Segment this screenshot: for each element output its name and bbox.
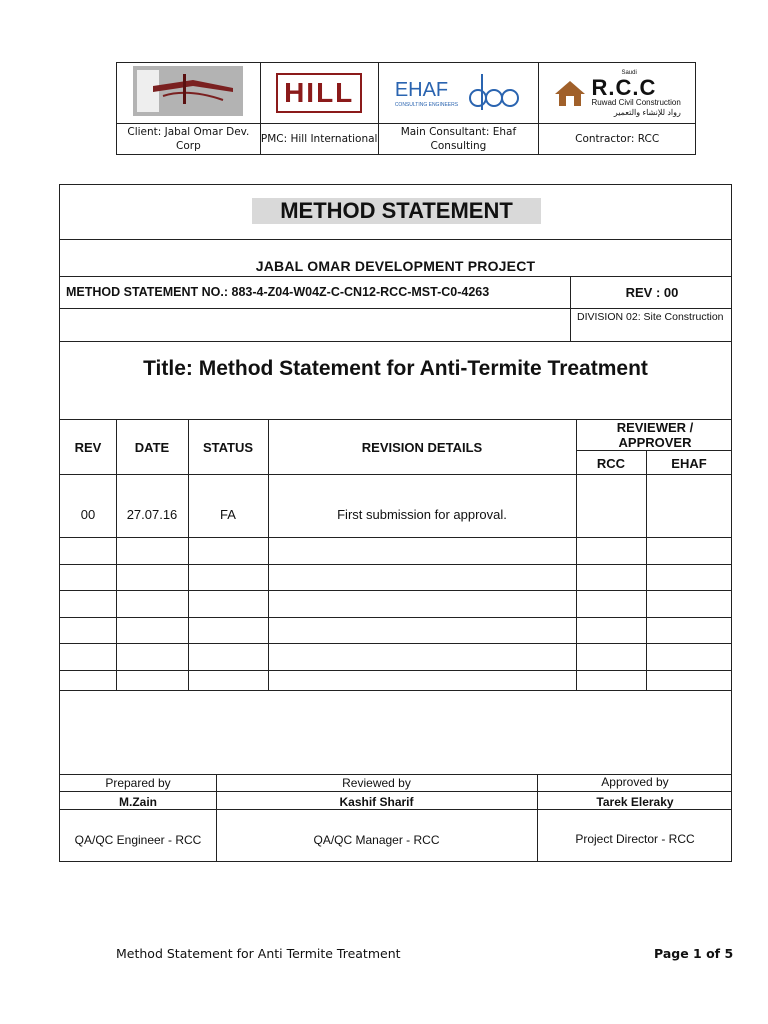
ehaf-emblem-icon xyxy=(464,70,522,116)
divider xyxy=(60,617,731,618)
rcc-logo-arabic: رواد للإنشاء والتعمير xyxy=(613,108,681,117)
divider xyxy=(60,590,731,591)
hill-logo-text: HILL xyxy=(284,77,355,108)
method-statement-number: METHOD STATEMENT NO.: 883-4-Z04-W04Z-C-CN12-RCC-MST-C0-4263 xyxy=(66,285,490,299)
rcc-logo xyxy=(539,63,696,124)
method-statement-sheet xyxy=(59,184,732,862)
approved-by-name: Tarek Eleraky xyxy=(596,795,674,809)
ehaf-logo xyxy=(378,63,539,124)
row-details: First submission for approval. xyxy=(337,507,507,522)
divider xyxy=(60,474,731,475)
row-rev: 00 xyxy=(80,507,96,522)
divider xyxy=(60,537,731,538)
client-caption: Client: Jabal Omar Dev. Corp xyxy=(117,124,261,155)
footer-document-name: Method Statement for Anti Termite Treatment xyxy=(116,946,401,961)
reviewed-by-name: Kashif Sharif xyxy=(339,795,414,809)
col-header-rcc: RCC xyxy=(596,456,626,471)
jabal-omar-logo xyxy=(117,63,261,124)
footer-page-number: Page 1 of 5 xyxy=(654,946,734,961)
logo-header xyxy=(116,62,696,155)
col-header-rev: REV xyxy=(74,440,102,455)
divider xyxy=(188,419,189,690)
divider xyxy=(60,690,731,691)
divider xyxy=(570,276,571,341)
divider xyxy=(60,791,731,792)
consultant-caption: Main Consultant: Ehaf Consulting xyxy=(378,124,539,155)
reviewed-by-role: QA/QC Manager - RCC xyxy=(313,833,440,847)
document-heading: METHOD STATEMENT xyxy=(252,198,541,224)
divider xyxy=(60,670,731,671)
prepared-by-label: Prepared by xyxy=(105,776,171,790)
prepared-by-role: QA/QC Engineer - RCC xyxy=(74,833,202,847)
divider xyxy=(60,643,731,644)
col-header-ehaf: EHAF xyxy=(671,456,707,471)
contractor-caption: Contractor: RCC xyxy=(539,124,696,155)
rcc-logo-sub: Ruwad Civil Construction xyxy=(591,98,681,107)
divider xyxy=(576,450,732,451)
reviewed-by-label: Reviewed by xyxy=(342,776,411,790)
divider xyxy=(60,809,731,810)
rcc-saudi-text: Saudi xyxy=(621,70,637,76)
prepared-by-name: M.Zain xyxy=(119,795,157,809)
divider xyxy=(116,419,117,690)
col-header-status: STATUS xyxy=(202,440,254,455)
division-label: DIVISION 02 xyxy=(577,311,638,323)
approved-by-label: Approved by xyxy=(601,775,669,789)
col-header-reviewer: REVIEWER / APPROVER xyxy=(616,420,694,450)
col-header-date: DATE xyxy=(134,440,170,455)
revision-number: REV : 00 xyxy=(625,285,679,300)
col-header-details: REVISION DETAILS xyxy=(361,440,483,455)
pmc-caption: PMC: Hill International xyxy=(260,124,378,155)
division-value: : Site Construction xyxy=(637,311,724,323)
ehaf-logo-text: EHAF xyxy=(394,78,449,101)
jabal-omar-logo-icon xyxy=(133,66,243,116)
ehaf-logo-sub: CONSULTING ENGINEERS xyxy=(394,101,459,108)
project-name: JABAL OMAR DEVELOPMENT PROJECT xyxy=(255,258,536,274)
divider xyxy=(60,564,731,565)
rcc-logo-text: R.C.C xyxy=(591,75,657,100)
hill-logo xyxy=(260,63,378,124)
divider xyxy=(60,308,731,309)
division xyxy=(577,311,724,323)
approved-by-role: Project Director - RCC xyxy=(575,832,695,846)
divider xyxy=(60,239,731,240)
divider xyxy=(60,276,731,277)
divider xyxy=(60,341,731,342)
document-title: Title: Method Statement for Anti-Termite Treatment xyxy=(143,357,648,380)
rcc-house-icon xyxy=(553,78,587,108)
row-date: 27.07.16 xyxy=(126,507,178,522)
row-status: FA xyxy=(220,507,236,522)
divider xyxy=(268,419,269,690)
divider xyxy=(646,450,647,690)
